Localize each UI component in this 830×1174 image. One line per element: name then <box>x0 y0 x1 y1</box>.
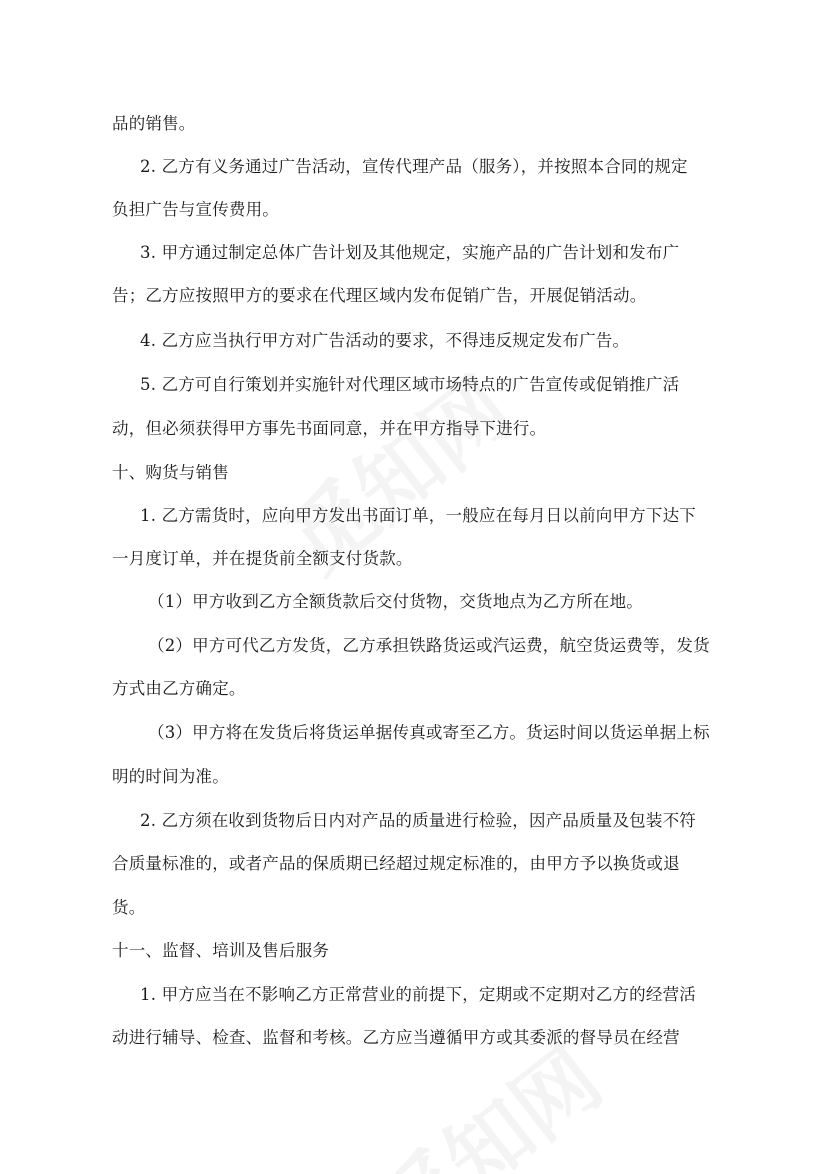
text-line: 动进行辅导、检查、监督和考核。乙方应当遵循甲方或其委派的督导员在经营 <box>112 1028 680 1047</box>
text-line: 5. 乙方可自行策划并实施针对代理区域市场特点的广告宣传或促销推广活 <box>140 375 680 394</box>
text-line: 3. 甲方通过制定总体广告计划及其他规定，实施产品的广告计划和发布广 <box>140 243 680 262</box>
text-line: 1. 乙方需货时，应向甲方发出书面订单，一般应在每月日以前向甲方下达下 <box>140 506 696 525</box>
text-line: 品的销售。 <box>112 114 196 133</box>
section-heading: 十、购货与销售 <box>112 463 229 482</box>
text-line: （1）甲方收到乙方全额货款后交付货物，交货地点为乙方所在地。 <box>148 592 643 611</box>
text-line: 货。 <box>112 898 146 917</box>
text-line: 合质量标准的，或者产品的保质期已经超过规定标准的，由甲方予以换货或退 <box>112 854 680 873</box>
text-line: 方式由乙方确定。 <box>112 679 246 698</box>
text-line: 2. 乙方有义务通过广告活动，宣传代理产品（服务），并按照本合同的规定 <box>140 157 688 176</box>
text-line: 负担广告与宣传费用。 <box>112 200 279 219</box>
text-line: 2. 乙方须在收到货物后日内对产品的质量进行检验，因产品质量及包装不符 <box>140 811 696 830</box>
text-line: 4. 乙方应当执行甲方对广告活动的要求，不得违反规定发布广告。 <box>140 331 630 350</box>
text-line: 1. 甲方应当在不影响乙方正常营业的前提下，定期或不定期对乙方的经营活 <box>140 985 696 1004</box>
text-line: 动，但必须获得甲方事先书面同意，并在甲方指导下进行。 <box>112 419 547 438</box>
text-line: （2）甲方可代乙方发货，乙方承担铁路货运或汽运费，航空货运费等，发货 <box>148 636 710 655</box>
text-line: （3）甲方将在发货后将货运单据传真或寄至乙方。货运时间以货运单据上标 <box>148 723 710 742</box>
text-line: 明的时间为准。 <box>112 767 229 786</box>
section-heading: 十一、监督、培训及售后服务 <box>112 941 330 960</box>
text-line: 告；乙方应按照甲方的要求在代理区域内发布促销广告，开展促销活动。 <box>112 286 647 305</box>
text-line: 一月度订单，并在提货前全额支付货款。 <box>112 549 413 568</box>
